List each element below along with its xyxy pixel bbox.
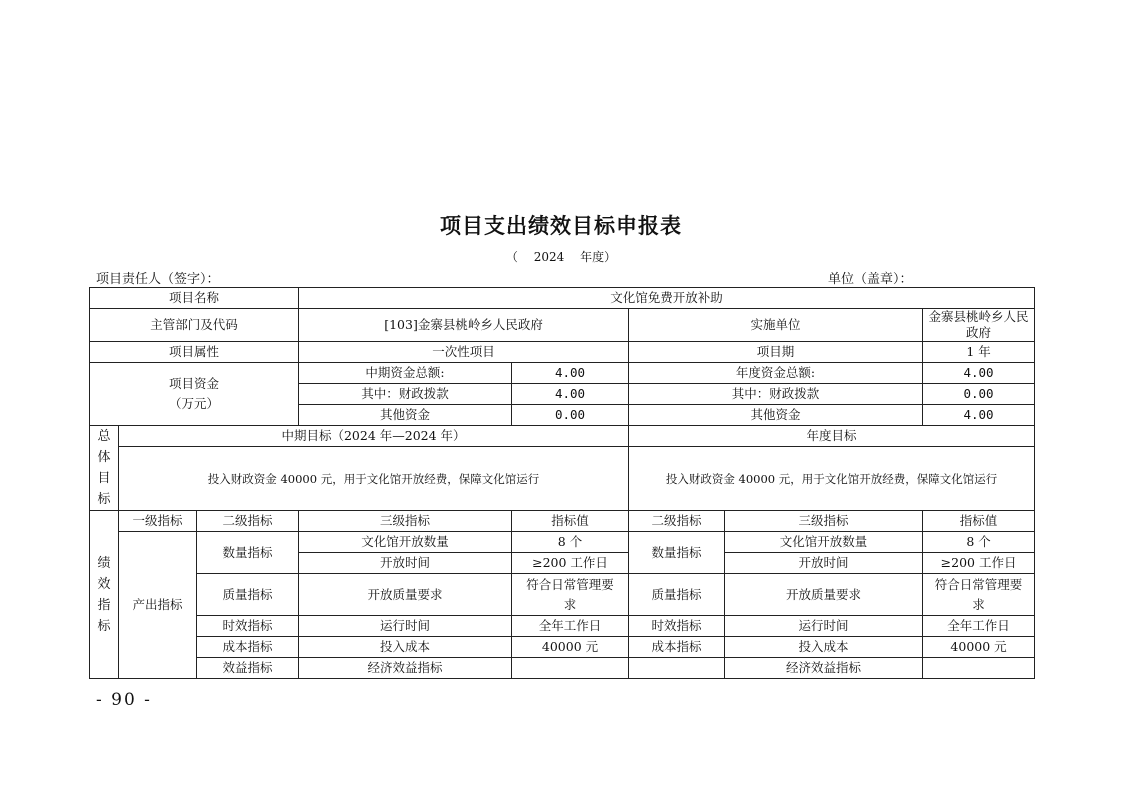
year-other-label: 其他资金 [629, 405, 923, 426]
economic-benefit-value [629, 658, 725, 679]
economic-benefit-label: 经济效益指标 [299, 658, 512, 679]
year-time-indicator-label: 时效指标 [629, 616, 725, 637]
mid-total-value: 4.00 [512, 363, 629, 384]
side-char: 标 [97, 492, 111, 507]
quantity-value: ≥200 工作日 [512, 553, 629, 574]
cost-indicator-label: 成本指标 [197, 637, 299, 658]
responsible-label: 项目责任人（签字）： [96, 272, 220, 287]
row-indicator-header [90, 511, 1035, 532]
row-goal-text [90, 447, 1035, 511]
year-goal-header: 年度目标 [629, 426, 1035, 447]
mid-total-label: 中期资金总额: [299, 363, 512, 384]
year-quantity-indicator-label: 数量指标 [629, 532, 725, 574]
period-value: 1 年 [923, 342, 1035, 363]
row-funds-total [90, 363, 1035, 384]
row-dept [90, 309, 1035, 342]
unit-label: 单位（盖章）： [828, 272, 913, 287]
output-indicator-label: 产出指标 [119, 532, 197, 679]
year-quality-value [923, 574, 1035, 616]
year-total-value: 4.00 [923, 363, 1035, 384]
year-value: 2024 [533, 250, 565, 264]
year-close: 年度） [580, 250, 617, 264]
year-quantity-l3: 开放时间 [725, 553, 923, 574]
side-char: 标 [97, 618, 111, 634]
year-quantity-l3: 文化馆开放数量 [725, 532, 923, 553]
year-quality-value-line2: 求 [972, 596, 985, 612]
year-fiscal-label: 其中：财政拨款 [629, 384, 923, 405]
funds-label [90, 363, 299, 426]
mid-other-value: 0.00 [512, 405, 629, 426]
funds-label-line2: （万元） [169, 396, 220, 411]
performance-form-table [89, 287, 1035, 679]
year-goal-text: 投入财政资金 40000 元，用于文化馆开放经费，保障文化馆运行 [629, 447, 1035, 511]
mid-fiscal-value: 4.00 [512, 384, 629, 405]
year-cost-l3: 投入成本 [725, 637, 923, 658]
cost-l3: 投入成本 [299, 637, 512, 658]
header-value: 指标值 [512, 511, 629, 532]
year-economic-benefit-l3 [923, 658, 1035, 679]
quality-value-line1: 符合日常管理要 [526, 576, 614, 592]
header-year-level3: 三级指标 [725, 511, 923, 532]
mid-fiscal-label: 其中：财政拨款 [299, 384, 512, 405]
quality-l3: 开放质量要求 [299, 574, 512, 616]
year-open: （ [505, 250, 518, 264]
year-line [0, 248, 1122, 265]
year-time-value: 全年工作日 [923, 616, 1035, 637]
overall-goal-side-label [90, 426, 119, 511]
indicators-side-label [90, 511, 119, 679]
mid-other-label: 其他资金 [299, 405, 512, 426]
dept-value: [103]金寨县桃岭乡人民政府 [299, 309, 629, 342]
funds-label-line1: 项目资金 [169, 376, 220, 391]
quality-indicator-label: 质量指标 [197, 574, 299, 616]
row-cost [90, 637, 1035, 658]
quantity-indicator-label: 数量指标 [197, 532, 299, 574]
mid-goal-header: 中期目标（2024 年—2024 年） [119, 426, 629, 447]
attr-label: 项目属性 [90, 342, 299, 363]
year-quantity-value: 8 个 [923, 532, 1035, 553]
header-level2: 二级指标 [197, 511, 299, 532]
year-quality-l3: 开放质量要求 [725, 574, 923, 616]
row-goal-header [90, 426, 1035, 447]
time-value: 全年工作日 [512, 616, 629, 637]
time-l3: 运行时间 [299, 616, 512, 637]
year-economic-benefit-label: 经济效益指标 [725, 658, 923, 679]
year-cost-value: 40000 元 [923, 637, 1035, 658]
year-cost-indicator-label: 成本指标 [629, 637, 725, 658]
impl-unit-value: 金寨县桃岭乡人民政府 [923, 309, 1035, 342]
time-indicator-label: 时效指标 [197, 616, 299, 637]
quality-value-line2: 求 [563, 596, 577, 612]
dept-label: 主管部门及代码 [90, 309, 299, 342]
header-year-value: 指标值 [923, 511, 1035, 532]
row-quality [90, 574, 1035, 616]
side-char: 指 [97, 597, 111, 613]
row-attr [90, 342, 1035, 363]
page-number: - 90 - [96, 690, 152, 710]
project-name-label: 项目名称 [90, 288, 299, 309]
impl-unit-label: 实施单位 [629, 309, 923, 342]
benefit-indicator-label: 效益指标 [197, 658, 299, 679]
header-level1: 一级指标 [119, 511, 197, 532]
year-other-value: 4.00 [923, 405, 1035, 426]
side-char: 体 [97, 450, 111, 465]
side-char: 绩 [97, 555, 111, 571]
attr-value: 一次性项目 [299, 342, 629, 363]
economic-benefit-l3 [512, 658, 629, 679]
side-char: 效 [97, 576, 111, 592]
row-time [90, 616, 1035, 637]
page-title: 项目支出绩效目标申报表 [440, 214, 682, 238]
side-char: 目 [97, 471, 111, 486]
cost-value: 40000 元 [512, 637, 629, 658]
quantity-l3: 开放时间 [299, 553, 512, 574]
row-quantity-1 [90, 532, 1035, 553]
year-fiscal-value: 0.00 [923, 384, 1035, 405]
period-label: 项目期 [629, 342, 923, 363]
side-char: 总 [97, 429, 111, 444]
mid-goal-text: 投入财政资金 40000 元，用于文化馆开放经费，保障文化馆运行 [119, 447, 629, 511]
year-quality-indicator-label: 质量指标 [629, 574, 725, 616]
row-project-name [90, 288, 1035, 309]
year-quality-value-line1: 符合日常管理要 [934, 576, 1023, 592]
row-benefit [90, 658, 1035, 679]
year-total-label: 年度资金总额: [629, 363, 923, 384]
year-quantity-value: ≥200 工作日 [923, 553, 1035, 574]
quantity-l3: 文化馆开放数量 [299, 532, 512, 553]
quantity-value: 8 个 [512, 532, 629, 553]
quality-value [512, 574, 629, 616]
year-time-l3: 运行时间 [725, 616, 923, 637]
header-year-level2: 二级指标 [629, 511, 725, 532]
header-level3: 三级指标 [299, 511, 512, 532]
project-name-value: 文化馆免费开放补助 [299, 288, 1035, 309]
